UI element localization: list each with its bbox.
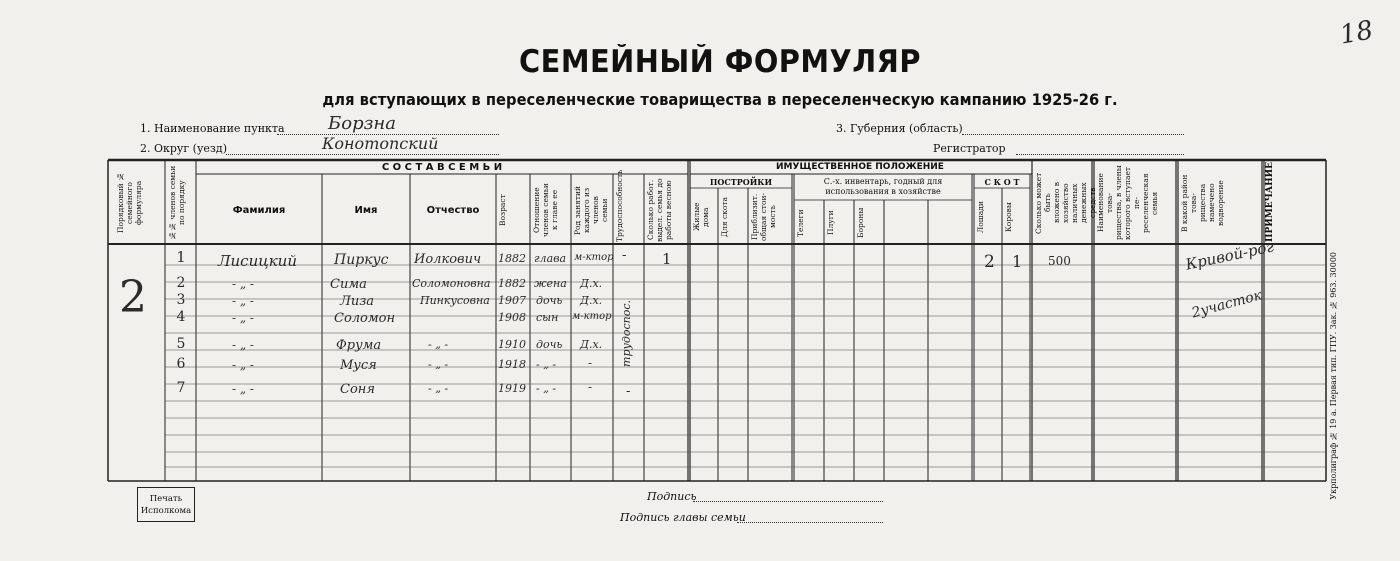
row-surname: - „ -: [232, 311, 254, 325]
header-age: Возраст: [498, 194, 507, 226]
row-surname: Лисицкий: [218, 252, 297, 270]
row-patronymic: - „ -: [428, 382, 449, 395]
header-patronymic: Отчество: [426, 205, 480, 216]
header-carts: Телеги: [796, 209, 805, 237]
header-workers: Сколько работ. выдел. семья до работы весною: [646, 178, 673, 242]
row-patronymic: - „ -: [428, 358, 449, 371]
row-year: 1908: [498, 311, 526, 324]
row-surname: - „ -: [232, 277, 254, 291]
row-year: 1919: [498, 382, 526, 395]
row-year: 1907: [498, 294, 526, 307]
row-name: Сима: [330, 277, 367, 292]
row-surname: - „ -: [232, 338, 254, 352]
header-ploughs: Плуги: [826, 210, 835, 236]
stamp-label: Печать Исполкома: [140, 494, 192, 516]
header-form-no: Порядковый № семейного формуляра: [116, 172, 143, 234]
row-surname: - „ -: [232, 382, 254, 396]
row-occupation: Д.х.: [580, 338, 603, 351]
row-patronymic: Соломоновна: [412, 277, 491, 290]
district-value: Конотопский: [322, 134, 439, 153]
row-name: Фрума: [336, 338, 382, 353]
row-name: Лиза: [340, 294, 375, 309]
header-barn: Для скота: [720, 197, 729, 238]
row-number: 1: [176, 248, 186, 266]
row-surname: - „ -: [232, 358, 254, 372]
family-number: 2: [119, 272, 147, 323]
horses-value: 2: [984, 252, 995, 272]
header-horses: Лошади: [976, 201, 985, 233]
row-relation: сын: [536, 311, 559, 324]
header-relation: Отношение членов семьи к главе ее: [532, 183, 559, 237]
header-cash: Сколько может быть вложено в хозяйство наличных денежных средств: [1034, 172, 1097, 234]
row-name: Соломон: [334, 311, 396, 326]
row-relation: дочь: [536, 294, 563, 307]
row-number: 7: [176, 380, 186, 396]
header-outbuildings: Приблизит. общая стои- мость: [750, 193, 777, 241]
row-workers: 1: [662, 250, 672, 268]
region-value-1: Кривой-рог: [1184, 237, 1276, 274]
head-signature-label: Подпись главы семьи: [620, 511, 746, 524]
row-ability: -: [622, 248, 627, 263]
row-year: 1882: [498, 277, 526, 290]
row-relation: жена: [534, 277, 567, 290]
row-relation: глава: [534, 252, 567, 265]
row-surname: - „ -: [232, 294, 254, 308]
row-occupation: м-ктор: [572, 311, 612, 322]
row-relation: - „ -: [536, 382, 557, 395]
row-name: Пиркус: [334, 252, 389, 268]
form-subtitle: для вступающих в переселенческие товарищества в переселенческую кампанию 1925-26 г.: [322, 90, 1118, 109]
header-notes: ПРИМЕЧАНИЕ: [1265, 161, 1275, 242]
row-patronymic: - „ -: [428, 338, 449, 351]
cash-value: 500: [1048, 254, 1071, 268]
stamp-box: [137, 487, 195, 522]
row-relation: - „ -: [536, 358, 557, 371]
row-year: 1882: [498, 252, 526, 265]
header-inventory: С.-х. инвентарь, годный для использования в хозяйстве: [823, 177, 943, 196]
signature-label: Подпись: [647, 490, 697, 503]
header-harrows: Бороны: [856, 207, 865, 239]
row-patronymic: Пинкусовна: [420, 294, 490, 307]
row-occupation: -: [588, 356, 593, 370]
row-occupation: Д.х.: [580, 294, 603, 307]
head-signature-line: [737, 522, 883, 523]
row-year: 1910: [498, 338, 526, 351]
row-name: Соня: [340, 382, 375, 397]
row-name: Муся: [340, 358, 377, 373]
header-name: Имя: [354, 205, 378, 216]
printer-note: Укрполиграф № 19 а. Первая тип. ГПУ. Зак. № 963. 30000: [1329, 252, 1338, 500]
row-relation: дочь: [536, 338, 563, 351]
province-label: 3. Губерния (область): [836, 122, 963, 135]
row-occupation: м-ктор: [574, 252, 614, 263]
row-number: 2: [176, 275, 186, 291]
header-cows: Коровы: [1004, 202, 1013, 232]
header-ability: Трудоспособность: [615, 169, 624, 242]
header-partnership: Наименование това- рищества, в члены которого вступает пе- реселенческая семья: [1096, 165, 1159, 241]
header-surname: Фамилия: [232, 205, 286, 216]
row-year: 1918: [498, 358, 526, 371]
settlement-value: Борзна: [328, 113, 396, 134]
row-number: 6: [176, 356, 186, 372]
row-patronymic: Иолкович: [414, 252, 482, 267]
cows-value: 1: [1012, 252, 1023, 271]
header-occupation: Род занятий каждого из членов семьи: [573, 185, 609, 235]
row-occupation: -: [588, 380, 593, 394]
settlement-label: 1. Наименование пункта: [140, 122, 285, 135]
header-property-group: ИМУЩЕСТВЕННОЕ ПОЛОЖЕНИЕ: [776, 162, 944, 172]
row-number: 4: [176, 309, 186, 325]
ability-note: трудоспос.: [620, 300, 633, 367]
region-value-2: 2участок: [1190, 287, 1264, 322]
header-region: В какой район това- рищества намечено водворение: [1180, 174, 1225, 232]
page-mark: 18: [1337, 15, 1376, 51]
header-house: Жилые дома: [692, 202, 710, 232]
form-title: СЕМЕЙНЫЙ ФОРМУЛЯР: [519, 44, 921, 80]
header-family-group: С О С Т А В С Е М Ь И: [381, 162, 503, 173]
row-number: 5: [176, 336, 186, 352]
row-number: 3: [176, 292, 186, 308]
district-label: 2. Округ (уезд): [140, 142, 227, 155]
header-buildings: ПОСТРОЙКИ: [709, 177, 773, 187]
row-ability: -: [626, 384, 631, 399]
registrar-label: Регистратор: [933, 142, 1006, 155]
header-member-no: №№ членов семьи по порядку: [168, 165, 186, 241]
signature-line: [693, 501, 883, 502]
row-occupation: Д.х.: [580, 277, 603, 290]
header-livestock: С К О Т: [984, 177, 1020, 187]
